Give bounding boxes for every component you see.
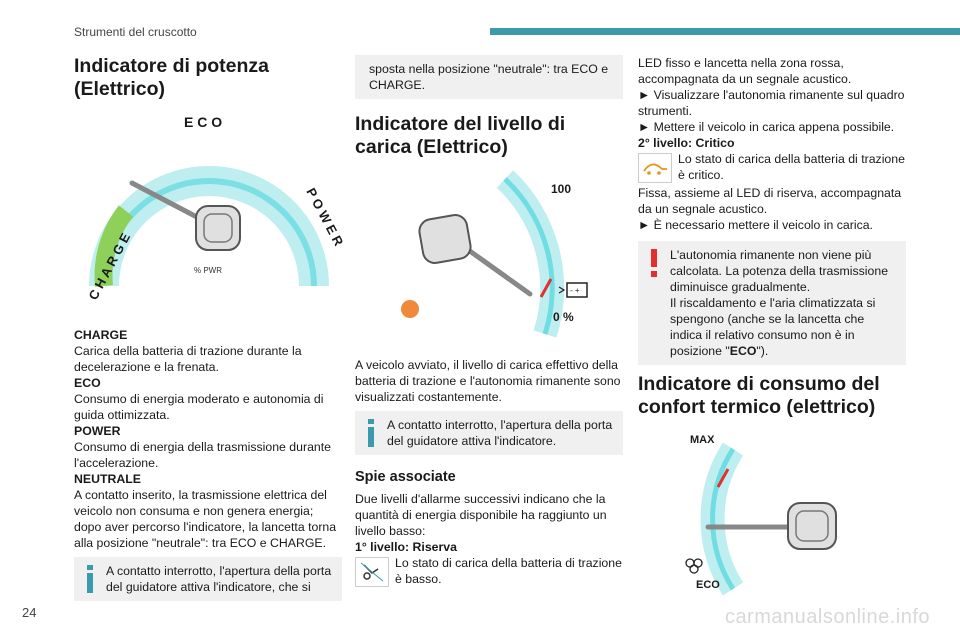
warning-eco-bold: ECO (729, 344, 757, 358)
note-continued-text: sposta nella posizione "neutrale": tra ECO e CHARGE. (369, 62, 609, 92)
power-note-text: A contatto interrotto, l'apertura della porta del guidatore attiva l'indicatore, che si (106, 564, 332, 594)
charge-gauge-orange-led (401, 300, 419, 318)
warning-text-a: L'autonomia rimanente non viene più calcolata. La potenza della trasmissione diminuisce gradualmente. (670, 248, 889, 294)
level1-row (355, 555, 623, 589)
column-charge (355, 55, 623, 589)
turtle-icon (638, 153, 672, 183)
item-eco-text: Consumo di energia moderato e autonomia di guida ottimizzata. (74, 392, 324, 422)
warning-text-b-main: Il riscaldamento e l'aria climatizzata si spengono (anche se la lancetta che indica il relativo consumo non è in posizione " (670, 296, 876, 358)
level2-label: 2° livello: Critico (638, 136, 735, 150)
item-eco-label: ECO (74, 376, 101, 390)
watermark: carmanualsonline.info (724, 606, 930, 628)
header-accent-bar (490, 28, 960, 35)
power-heading: Indicatore di potenza (Elettrico) (74, 55, 270, 100)
spie-heading: Spie associate (355, 469, 456, 485)
col3-bullet2: ► Mettere il veicolo in carica appena possibile. (638, 120, 895, 134)
level2-more: Fissa, assieme al LED di riserva, accompagnata da un segnale acustico. (638, 186, 902, 216)
warning-text-b (670, 295, 898, 359)
fuel-reserve-icon (355, 557, 389, 587)
consumption-gauge-figure (638, 429, 906, 594)
power-info-note (74, 557, 342, 601)
gauge-label-max: MAX (690, 434, 715, 446)
col3-bullet3: ► È necessario mettere il veicolo in carica. (638, 218, 873, 232)
power-note-continued (355, 55, 623, 99)
charge-gauge-figure (355, 169, 623, 349)
charge-note-text: A contatto interrotto, l'apertura della porta del guidatore attiva l'indicatore. (387, 418, 613, 448)
col3-bullet1: ► Visualizzare l'autonomia rimanente sul quadro strumenti. (638, 88, 905, 118)
fan-icon (686, 559, 702, 573)
column-power (74, 55, 347, 607)
charge-info-note (355, 411, 623, 455)
item-neutral-label: NEUTRALE (74, 472, 141, 486)
consumption-gauge-hub (788, 503, 836, 549)
gauge-label-power: P O W E R (303, 185, 347, 249)
gauge-label-charge: C H A R G E (85, 230, 134, 303)
col3-cont1: LED fisso e lancetta nella zona rossa, accompagnata da un segnale acustico. (638, 56, 852, 86)
spie-text: Due livelli d'allarme successivi indicano che la quantità di energia disponibile ha raggiunto un livello basso: (355, 492, 607, 538)
info-icon (364, 419, 378, 447)
info-icon (83, 565, 97, 593)
header-title: Strumenti del cruscotto (74, 25, 197, 39)
charge-gauge-arc (505, 179, 552, 334)
charge-gauge-hub (418, 213, 473, 265)
level1-label: 1° livello: Riserva (355, 540, 457, 554)
level2-text: Lo stato di carica della batteria di trazione è critico. (678, 152, 905, 182)
charge-text: A veicolo avviato, il livello di carica effettivo della batteria di trazione e l'autonomia rimanente sono visualizzati costantemente. (355, 358, 621, 404)
gauge-label-eco-consumption: ECO (696, 579, 720, 591)
level1-text: Lo stato di carica della batteria di trazione è basso. (395, 556, 622, 586)
item-charge-text: Carica della batteria di trazione durante la decelerazione e la frenata. (74, 344, 302, 374)
item-neutral-text: A contatto inserito, la trasmissione elettrica del veicolo non consuma e non genera energia; dopo aver percorso l'indicatore, la lancetta torna alla posizione "neutrale": tra ECO e CHARGE. (74, 488, 337, 550)
gauge-label-eco: E C O (184, 114, 223, 130)
power-gauge-figure (74, 111, 347, 311)
gauge-label-pwr: % PWR (194, 266, 222, 275)
warning-note (638, 241, 906, 365)
svg-text:- +: - + (570, 286, 580, 295)
page-number: 24 (22, 605, 37, 620)
warning-icon (647, 249, 661, 277)
item-charge-label: CHARGE (74, 328, 128, 342)
power-gauge-hub (196, 206, 240, 250)
column-consumption (638, 55, 906, 594)
warning-text-end: "). (756, 344, 769, 358)
consumption-heading: Indicatore di consumo del confort termico (elettrico) (638, 373, 880, 418)
gauge-label-0: 0 % (553, 310, 574, 324)
charge-heading: Indicatore del livello di carica (Elettrico) (355, 113, 566, 158)
item-power-text: Consumo di energia della trasmissione durante l'accelerazione. (74, 440, 332, 470)
gauge-label-100: 100 (551, 182, 572, 196)
level2-row (638, 151, 906, 185)
item-power-label: POWER (74, 424, 121, 438)
